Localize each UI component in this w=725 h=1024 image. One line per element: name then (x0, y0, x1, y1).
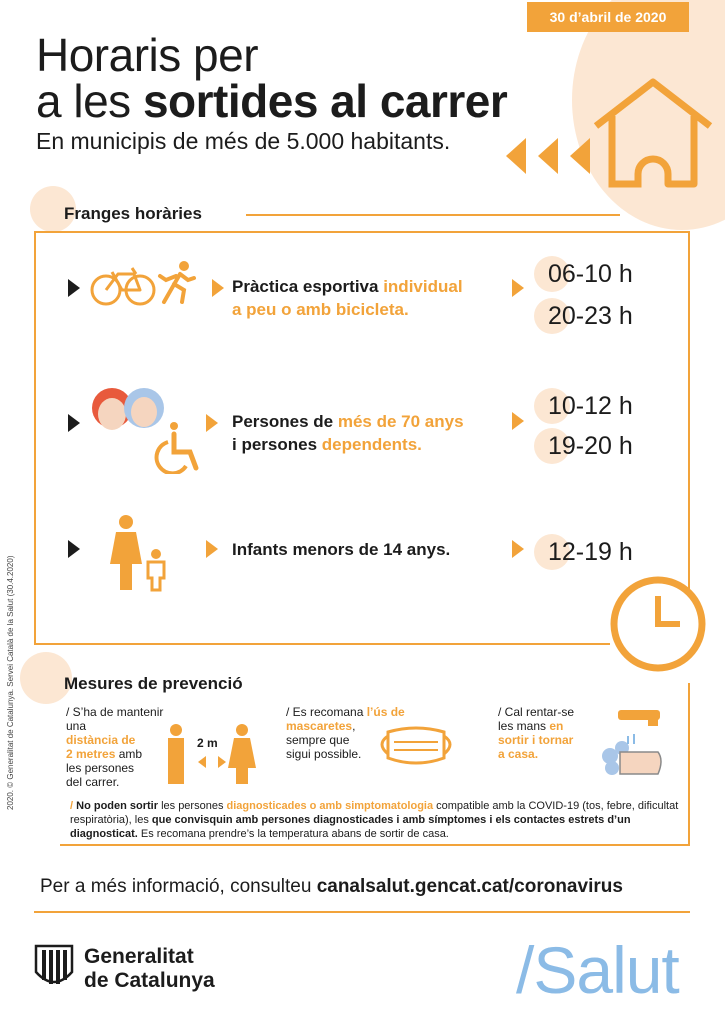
page-title-line1: Horaris per (36, 29, 259, 81)
generalitat-logo-icon (34, 944, 74, 990)
time-slot: 20-23 h (548, 302, 633, 330)
highlight: individual (383, 277, 463, 296)
date-badge: 30 d’abril de 2020 (527, 2, 689, 32)
bold-text: que convisquin amb persones diagnosticades i amb símptomes i els contactes estrets d’un diagnosticat. (70, 814, 631, 840)
highlight: dependents. (321, 435, 422, 454)
face-mask-icon (374, 722, 458, 770)
arrow-icon (206, 540, 218, 558)
highlight: més de 70 anys (337, 412, 464, 431)
logo-line: Generalitat (84, 945, 194, 968)
title-bold: sortides al carrer (142, 75, 508, 127)
subtitle: En municipis de més de 5.000 habitants. (36, 128, 451, 154)
text: amb (115, 747, 143, 761)
info-prefix: Per a més informació, consulteu (40, 876, 317, 897)
highlight: en (549, 719, 564, 733)
text: / Cal rentar-se (498, 705, 575, 719)
highlight: diagnosticades o amb simptomatologia (226, 800, 434, 812)
text: / Es recomana (286, 705, 367, 719)
highlight: a peu o amb bicicleta. (232, 300, 409, 319)
text: i persones (232, 435, 322, 454)
text: compatible amb la COVID-19 (tos, febre, dificultat respiratòria), les (70, 800, 679, 826)
text: Es recomana prendre’s la temperatura abans de sortir de casa. (137, 828, 449, 840)
row-sport-text (232, 275, 512, 321)
clock-icon (608, 574, 708, 674)
highlight: mascaretes (286, 719, 353, 733)
highlight: a casa. (498, 747, 539, 761)
adult-child-icon (104, 514, 174, 592)
generalitat-logo-text (84, 945, 215, 993)
arrow-icon (212, 279, 224, 297)
text: Persones de (232, 412, 338, 431)
arrow-icon (512, 540, 524, 558)
bullet-icon (68, 540, 80, 558)
text: les persones (158, 800, 227, 812)
row-children-text: Infants menors de 14 anys. (232, 540, 451, 559)
arrow-icon (512, 279, 524, 297)
text: del carrer. (66, 775, 120, 789)
highlight: 2 metres (66, 747, 116, 761)
house-icon (590, 76, 716, 188)
page-title-line2 (36, 76, 507, 126)
text: les mans (498, 719, 550, 733)
salut-brand: /Salut (516, 933, 679, 1007)
restriction-note (70, 799, 682, 841)
highlight: l’ús de (366, 705, 405, 719)
elderly-dependent-icon (90, 380, 202, 474)
handwash-icon (598, 708, 668, 778)
schedule-heading: Franges horàries (64, 204, 202, 223)
bicycle-running-icon (88, 258, 198, 308)
bullet-icon (68, 279, 80, 297)
divider (246, 214, 620, 216)
prevention-heading: Mesures de prevenció (64, 674, 243, 693)
handwash-text (498, 705, 598, 761)
arrow-icon (512, 412, 524, 430)
time-slot: 12-19 h (548, 538, 633, 566)
text: sigui possible. (286, 747, 362, 761)
bullet-icon (68, 414, 80, 432)
text: sempre que (286, 733, 350, 747)
divider (34, 643, 610, 645)
distance-people-icon (162, 722, 262, 788)
distance-label: 2 m (197, 736, 218, 750)
time-slot: 19-20 h (548, 432, 633, 460)
text: les persones (66, 761, 135, 775)
side-credit: 2020. © Generalitat de Catalunya. Servei Català de la Salut (30.4.2020) (6, 555, 15, 810)
title-prefix: a les (36, 75, 143, 127)
text: Pràctica esportiva (232, 277, 384, 296)
highlight: distància de (66, 733, 136, 747)
divider (34, 911, 690, 913)
more-info (40, 876, 623, 898)
text: / S’ha de mantenir una (66, 705, 164, 733)
slash: / (70, 800, 77, 812)
time-slot: 06-10 h (548, 260, 633, 288)
back-arrows-icon (504, 136, 594, 176)
text: , (352, 719, 356, 733)
info-link[interactable]: canalsalut.gencat.cat/coronavirus (316, 876, 623, 897)
bold-text: No poden sortir (76, 800, 159, 812)
highlight: sortir i tornar (498, 733, 574, 747)
logo-line: de Catalunya (84, 969, 215, 992)
distance-text (66, 705, 166, 789)
row-elderly-text (232, 410, 512, 456)
time-slot: 10-12 h (548, 392, 633, 420)
arrow-icon (206, 414, 218, 432)
